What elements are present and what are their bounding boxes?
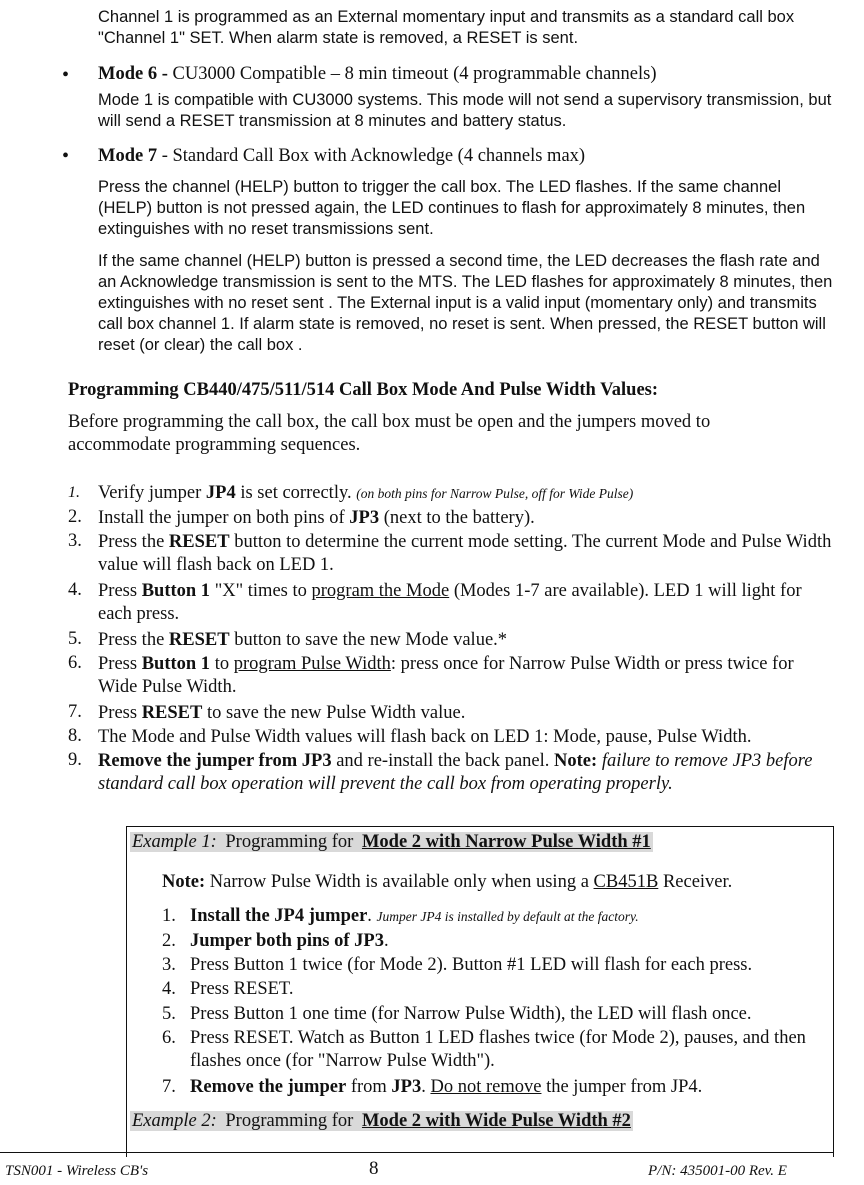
example1-target: Mode 2 with Narrow Pulse Width #1 bbox=[361, 832, 651, 852]
step-4-text3: (Modes 1-7 are available). LED 1 will light for each press. bbox=[98, 581, 802, 624]
step-9-number: 9. bbox=[68, 750, 82, 770]
step-5-number: 5. bbox=[68, 629, 82, 649]
step-9-note: failure to remove JP3 before standard call box operation will prevent the call box from operating properly. bbox=[98, 751, 813, 794]
mode6-body: Mode 1 is compatible with CU3000 systems. This mode will not send a supervisory transmission, but will send a RESET transmission at 8 minutes and battery status. bbox=[98, 91, 832, 130]
step-4-button1: Button 1 bbox=[141, 581, 211, 601]
step-1 bbox=[98, 482, 833, 505]
step-6-number: 6. bbox=[68, 653, 82, 673]
example1-item-1-number: 1. bbox=[162, 906, 176, 926]
example2-prog: Programming for bbox=[220, 1111, 358, 1131]
example1-item-7-do-not: Do not remove bbox=[430, 1077, 542, 1097]
step-2-jp3: JP3 bbox=[349, 508, 380, 528]
example1-note-text: Narrow Pulse Width is available only when using a bbox=[205, 872, 594, 892]
step-6-button1: Button 1 bbox=[141, 654, 211, 674]
step-3-text2: button to determine the current mode setting. The current Mode and Pulse Width value will flash back on LED 1. bbox=[98, 532, 832, 575]
step-5-reset: RESET bbox=[168, 630, 230, 650]
step-4-program-mode: program the Mode bbox=[311, 581, 450, 601]
example1-item-4-number: 4. bbox=[162, 979, 176, 999]
section-heading: Programming CB440/475/511/514 Call Box Mode And Pulse Width Values: bbox=[68, 380, 659, 400]
example1-item-2-end: . bbox=[383, 931, 389, 951]
mode7-para2: If the same channel (HELP) button is pressed a second time, the LED decreases the flash rate and an Acknowledge transmission is sent to the MTS. The LED flashes for approximately 8 minutes, then extinguishes with no reset sent . The External input is a valid input (momentary only) and transmits call box channel 1. If alarm state is removed, no reset is sent. When pressed, the RESET button will reset (or clear) the call box . bbox=[98, 252, 833, 354]
example1-item-1-note: Jumper JP4 is installed by default at the factory. bbox=[376, 909, 639, 924]
example1-item-1-sep: . bbox=[367, 906, 377, 926]
step-2-text2: (next to the battery). bbox=[379, 508, 535, 528]
mode6-title: Mode 6 - bbox=[98, 64, 168, 84]
mode7-bullet: • bbox=[62, 145, 70, 167]
example1-item-1 bbox=[190, 905, 830, 928]
example1-item-7-number: 7. bbox=[162, 1077, 176, 1097]
footer-divider bbox=[0, 1152, 833, 1153]
mode7-desc: - Standard Call Box with Acknowledge (4 channels max) bbox=[157, 146, 586, 166]
step-3-number: 3. bbox=[68, 531, 82, 551]
step-7-number: 7. bbox=[68, 702, 82, 722]
example1-item-4: Press RESET. bbox=[190, 979, 294, 999]
example1-item-7-text2: the jumper from JP4. bbox=[541, 1077, 703, 1097]
example1-item-6: Press RESET. Watch as Button 1 LED flashes twice (for Mode 2), pauses, and then flashes once (for "Narrow Pulse Width"). bbox=[190, 1028, 806, 1071]
example1-item-7 bbox=[190, 1076, 830, 1099]
example1-item-2 bbox=[190, 930, 830, 953]
mode6-bullet: • bbox=[62, 64, 70, 86]
step-5-text: Press the bbox=[98, 630, 169, 650]
step-5 bbox=[98, 629, 833, 652]
step-4 bbox=[98, 580, 833, 626]
example1-item-6-number: 6. bbox=[162, 1028, 176, 1048]
step-6 bbox=[98, 653, 833, 699]
step-1-note: (on both pins for Narrow Pulse, off for Wide Pulse) bbox=[356, 486, 634, 501]
example1-item-5-number: 5. bbox=[162, 1004, 176, 1024]
example2-target: Mode 2 with Wide Pulse Width #2 bbox=[361, 1111, 631, 1131]
step-5-text2: button to save the new Mode value.* bbox=[229, 630, 508, 650]
step-6-text3: : press once for Narrow Pulse Width or press twice for Wide Pulse Width. bbox=[98, 654, 794, 697]
example1-item-7-text: from bbox=[346, 1077, 392, 1097]
example1-item-3: Press Button 1 twice (for Mode 2). Button #1 LED will flash for each press. bbox=[190, 955, 753, 975]
example1-item-7-bold: Remove the jumper bbox=[190, 1077, 347, 1097]
step-3-text: Press the bbox=[98, 532, 169, 552]
example1-item-1-bold: Install the JP4 jumper bbox=[190, 906, 368, 926]
mode6-desc: CU3000 Compatible – 8 min timeout (4 programmable channels) bbox=[167, 64, 657, 84]
footer-right: P/N: 435001-00 Rev. E bbox=[648, 1163, 787, 1179]
step-1-jp4: JP4 bbox=[205, 483, 236, 503]
example2-label: Example 2: bbox=[132, 1111, 217, 1131]
example1-note bbox=[162, 871, 822, 894]
step-3-reset: RESET bbox=[168, 532, 230, 552]
step-4-number: 4. bbox=[68, 580, 82, 600]
step-2-number: 2. bbox=[68, 507, 82, 527]
mode6-heading bbox=[98, 63, 833, 86]
step-6-program-pulse: program Pulse Width bbox=[233, 654, 391, 674]
step-9 bbox=[98, 750, 833, 796]
step-9-text: and re-install the back panel. bbox=[331, 751, 555, 771]
step-3 bbox=[98, 531, 833, 577]
step-1-text: Verify jumper bbox=[98, 483, 206, 503]
step-9-remove-jumper: Remove the jumper from JP3 bbox=[98, 751, 332, 771]
example2-title bbox=[130, 1110, 633, 1133]
step-4-text: Press bbox=[98, 581, 142, 601]
step-6-text: Press bbox=[98, 654, 142, 674]
example1-item-7-sep: . bbox=[421, 1077, 431, 1097]
step-1-number: 1. bbox=[68, 484, 80, 501]
step-2-text: Install the jumper on both pins of bbox=[98, 508, 350, 528]
example1-item-7-jp3: JP3 bbox=[391, 1077, 422, 1097]
step-8-number: 8. bbox=[68, 726, 82, 746]
example1-item-3-number: 3. bbox=[162, 955, 176, 975]
example1-item-5: Press Button 1 one time (for Narrow Pulse Width), the LED will flash once. bbox=[190, 1004, 752, 1024]
step-2 bbox=[98, 507, 833, 530]
footer-left: TSN001 - Wireless CB's bbox=[5, 1160, 148, 1183]
example1-note-link: CB451B bbox=[593, 872, 659, 892]
step-1-text2: is set correctly. bbox=[235, 483, 357, 503]
example1-label: Example 1: bbox=[132, 832, 217, 852]
intro-paragraph: Channel 1 is programmed as an External momentary input and transmits as a standard call box "Channel 1" SET. When alarm state is removed, a RESET is sent. bbox=[98, 8, 795, 47]
step-4-text2: "X" times to bbox=[210, 581, 312, 601]
section-intro: Before programming the call box, the call box must be open and the jumpers moved to accommodate programming sequences. bbox=[68, 412, 711, 455]
step-7 bbox=[98, 702, 833, 725]
mode7-title: Mode 7 bbox=[98, 146, 158, 166]
step-9-note-label: Note: bbox=[554, 751, 598, 771]
example1-prog: Programming for bbox=[220, 832, 358, 852]
page-number: 8 bbox=[369, 1158, 379, 1179]
step-6-text2: to bbox=[210, 654, 234, 674]
example1-item-2-number: 2. bbox=[162, 931, 176, 951]
example1-item-2-bold: Jumper both pins of JP3 bbox=[190, 931, 384, 951]
step-7-text: Press bbox=[98, 703, 142, 723]
mode7-heading bbox=[98, 145, 833, 168]
step-8: The Mode and Pulse Width values will flash back on LED 1: Mode, pause, Pulse Width. bbox=[98, 727, 752, 747]
mode7-para1: Press the channel (HELP) button to trigger the call box. The LED flashes. If the same channel (HELP) button is not pressed again, the LED continues to flash for approximately 8 minutes, then extinguishes with no reset transmissions sent. bbox=[98, 178, 806, 238]
step-7-reset: RESET bbox=[141, 703, 203, 723]
example1-title bbox=[130, 831, 653, 854]
step-7-text2: to save the new Pulse Width value. bbox=[202, 703, 466, 723]
example1-note-label: Note: bbox=[162, 872, 206, 892]
example1-note-text2: Receiver. bbox=[658, 872, 733, 892]
